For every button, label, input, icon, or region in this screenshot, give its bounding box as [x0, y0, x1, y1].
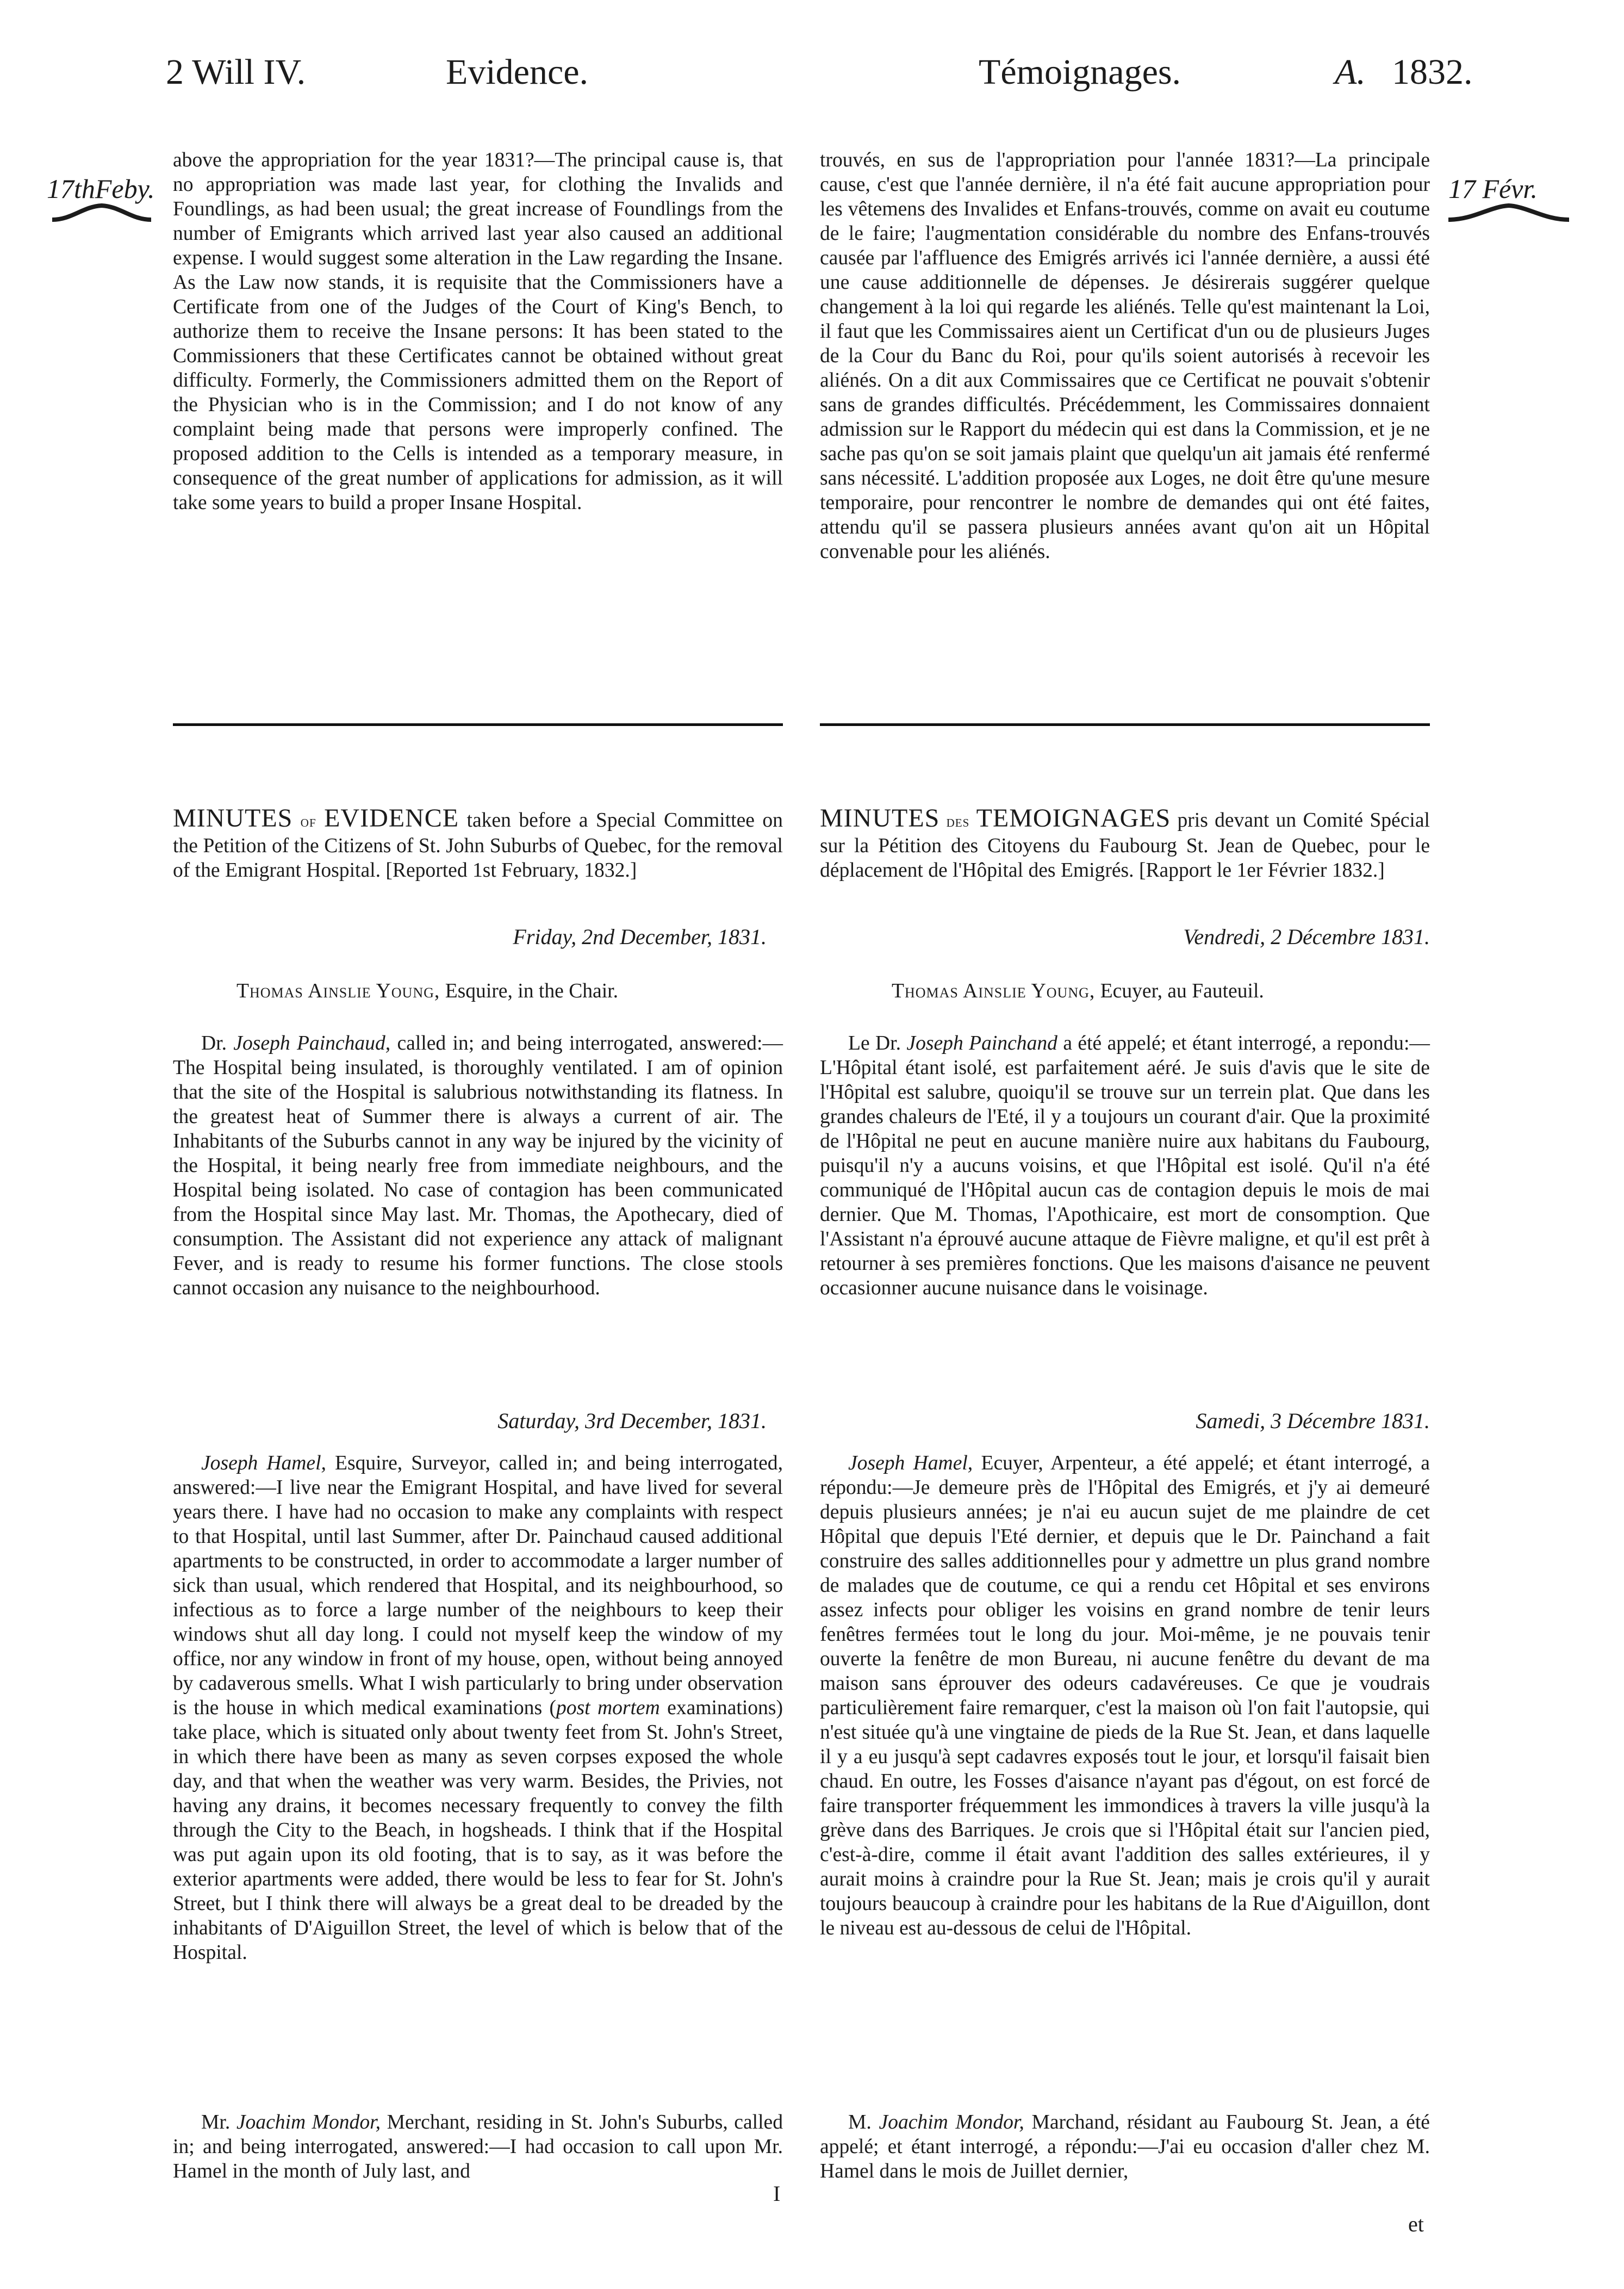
session-date-fr: Vendredi, 2 Décembre 1831. [1183, 925, 1430, 949]
painchaud-evidence-en [173, 1031, 783, 1300]
mondor-prefix-en: Mr. [201, 2111, 231, 2133]
mondor-prefix-fr: M. [848, 2111, 872, 2133]
minutes-title-fr [820, 806, 1430, 883]
hamel-paragraph-en [173, 1451, 783, 1965]
chair-rest-en: Esquire, in the Chair. [445, 980, 619, 1002]
painchaud-evidence-fr [820, 1031, 1430, 1300]
margin-brace-left [50, 201, 153, 228]
minutes-of-en: of [300, 812, 316, 830]
painchaud-paragraph-en [173, 1031, 783, 1300]
chair-rest-fr: Ecuyer, au Fauteuil. [1100, 980, 1264, 1002]
mondor-name-en: Joachim Mondor, [236, 2111, 381, 2133]
mondor-name-fr: Joachim Mondor, [879, 2111, 1024, 2133]
minutes-head-en: MINUTES [173, 804, 293, 833]
painchaud-paragraph-fr [820, 1031, 1430, 1300]
hamel-text2-en: examinations) take place, which is situated only about twenty feet from St. John's Street, in which there have been as many as seven corpses exposed the whole day, and that when the weather was very warm. Besides, the Privies, not having any drains, it becomes necessary frequently to convey the filth through the City to the Beach, in hogsheads. I think that if the Hospital was put again upon its old footing, that is to say, as it was before the exterior apartments were added, there would be less to fear for St. John's Street, but I think there will always be a great deal to be dreaded by the inhabitants of D'Aiguillon Street, the level of which is below that of the Hospital. [173, 1697, 783, 1964]
minutes-evidence-en: EVIDENCE [324, 804, 459, 833]
hamel-evidence-en [173, 1451, 783, 1965]
signature-mark: I [773, 2181, 781, 2206]
painchaud-text-en: called in; and being interrogated, answered:—The Hospital being insulated, is thoroughly ventilated. I am of opinion that the site of the Hospital is salubrious notwithstanding its flatness. In the greatest heat of Summer there is always a current of air. The Inhabitants of the Suburbs cannot in any way be injured by the vicinity of the Hospital, it being nearly free from immediate neighbours, and the Hospital being isolated. No case of contagion has been communicated from the Hospital since May last. Mr. Thomas, the Apothecary, died of consumption. The Assistant did not experience any attack of malignant Fever, and is ready to resume his former functions. The close stools cannot occasion any nuisance to the neighbourhood. [173, 1032, 783, 1299]
hamel-evidence-fr [820, 1451, 1430, 1940]
painchaud-prefix-fr: Le Dr. [848, 1032, 901, 1054]
continued-paragraph-en: above the appropriation for the year 1831?—The principal cause is, that no appropriation was made last year, for clothing the Invalids and Foundlings, as had been usual; the great increase of Foundlings from the number of Emigrants which arrived last year also caused an additional expense. I would suggest some alteration in the Law regarding the Insane. As the Law now stands, it is requisite that the Commissioners have a Certificate from one of the Judges of the Court of King's Bench, to authorize them to receive the Insane persons: It has been stated to the Commissioners that these Certificates cannot be obtained without great difficulty. Formerly, the Commissioners admitted them on the Report of the Physician who is in the Commission; and I do not know of any complaint being made that persons were improperly confined. The proposed addition to the Cells is intended as a temporary measure, in consequence of the great number of applications for admission, as it will take some years to build a proper Insane Hospital. [173, 149, 783, 514]
header-regnal: 2 Will IV. [166, 52, 306, 92]
header-evidence: Evidence. [446, 52, 589, 92]
chair-name-fr: Thomas Ainslie Young, [892, 980, 1096, 1002]
painchaud-name-en: Joseph Painchaud, [233, 1032, 391, 1054]
mondor-paragraph-en [173, 2110, 783, 2183]
catchword: et [1408, 2212, 1424, 2236]
hamel-text-en: Esquire, Surveyor, called in; and being interrogated, answered:—I live near the Emigrant Hospital, and have lived for several years there. I have had no occasion to make any complaints with respect to that Hospital, until last Summer, after Dr. Painchaud caused additional apartments to be constructed, in order to accommodate a larger number of sick than usual, which rendered that Hospital, and its neighbourhood, so infectious as to force a large number of the neighbours to keep their windows shut all day long. I could not myself keep the window of my office, nor any window in front of my house, open, without being annoyed by cadaverous smells. What I wish particularly to bring under observation is the house in which medical examinations ( [173, 1452, 783, 1719]
margin-date-left: 17thFeby. [47, 173, 155, 204]
header-letter: A. [1335, 52, 1366, 92]
painchaud-prefix-en: Dr. [201, 1032, 227, 1054]
chair-line-en [237, 979, 618, 1003]
minutes-evidence-fr: TEMOIGNAGES [976, 804, 1171, 833]
mondor-text-fr: Marchand, résidant au Faubourg St. Jean, a été appelé; et étant interrogé, a répondu:—J'ai eu occasion d'aller chez M. Hamel dans le mois de Juillet dernier, [820, 2111, 1430, 2182]
margin-brace-right [1446, 201, 1571, 228]
session-date-en: Friday, 2nd December, 1831. [513, 925, 767, 949]
mondor-evidence-fr [820, 2110, 1430, 2183]
margin-date-right: 17 Févr. [1448, 173, 1538, 204]
hamel-name-en: Joseph Hamel, [201, 1452, 326, 1474]
minutes-rest-en: taken before a Special Committee on the Petition of the Citizens of St. John Suburbs of Quebec, for the removal of the Emigrant Hospital. [Reported 1st February, 1832.] [173, 809, 783, 882]
minutes-head-fr: MINUTES [820, 804, 940, 833]
section-rule-left [173, 723, 783, 726]
hamel-italic-en: post mortem [556, 1697, 660, 1719]
continued-paragraph-fr: trouvés, en sus de l'appropriation pour l'année 1831?—La principale cause, c'est que l'année dernière, il n'a été fait aucune appropriation pour les vêtemens des Invalides et Enfans-trouvés, comme on avait eu coutume de le faire; l'augmentation considérable du nombre des Enfans-trouvés causée par l'affluence des Emigrés arrivés ici l'année dernière, a aussi été une cause additionnelle de dépenses. Je désirerais suggérer quelque changement à la loi qui regarde les aliénés. Telle qu'est maintenant la Loi, il faut que les Commissaires aient un Certificat d'un ou de plusieurs Juges de la Cour du Banc du Roi, pour qu'ils soient autorisés à recevoir les aliénés. On a dit aux Commissaires que ce Certificat ne pouvait s'obtenir sans de grandes difficultés. Précédemment, les Commissaires donnaient admission sur le Rapport du médecin qui est dans la Commission, et je ne sache pas qu'on se soit jamais plaint que quelqu'un ait jamais été renfermé sans nécessité. L'addition proposée aux Loges, ne doit être qu'une mesure temporaire, pour rencontrer le nombre de demandes qui ont été faites, attendu qu'il se passera plusieurs années avant qu'on ait un Hôpital convenable pour les aliénés. [820, 149, 1430, 563]
session2-date-fr: Samedi, 3 Décembre 1831. [1196, 1409, 1430, 1433]
section-rule-right [820, 723, 1430, 726]
header-year: 1832. [1392, 52, 1473, 92]
session2-date-en: Saturday, 3rd December, 1831. [497, 1409, 767, 1433]
painchaud-text-fr: a été appelé; et étant interrogé, a repondu:—L'Hôpital étant isolé, est parfaitement aéré. Je suis d'avis que le site de l'Hôpital est salubre, quoiqu'il se trouve sur un terrein plat. Que dans les grandes chaleurs de l'Eté, il y a toujours un courant d'air. Que la proximité de l'Hôpital ne peut en aucune manière nuire aux habitans du Faubourg, puisqu'il n'y a aucuns voisins, et que l'Hôpital est isolé. Qu'il n'a été communiqué de l'Hôpital aucun cas de contagion depuis le mois de mai dernier. Que M. Thomas, l'Apothicaire, est mort de consomption. Que l'Assistant n'a éprouvé aucune attaque de Fièvre maligne, et qu'il est prêt à retourner à ses premières fonctions. Que les maisons d'aisance ne peuvent occasionner aucune nuisance dans le voisinage. [820, 1032, 1430, 1299]
continued-text-en [173, 148, 783, 515]
chair-line-fr [892, 979, 1264, 1003]
mondor-paragraph-fr [820, 2110, 1430, 2183]
hamel-paragraph-fr [820, 1451, 1430, 1940]
mondor-evidence-en [173, 2110, 783, 2183]
minutes-rest-fr: pris devant un Comité Spécial sur la Pétition des Citoyens du Faubourg St. Jean de Quebec, pour le déplacement de l'Hôpital des Emigrés. [Rapport le 1er Février 1832.] [820, 809, 1430, 882]
mondor-text-en: Merchant, residing in St. John's Suburbs, called in; and being interrogated, answered:—I had occasion to call upon Mr. Hamel in the month of July last, and [173, 2111, 783, 2182]
chair-name-en: Thomas Ainslie Young, [237, 980, 440, 1002]
painchaud-name-fr: Joseph Painchand [906, 1032, 1057, 1054]
header-temoignages: Témoignages. [979, 52, 1181, 92]
minutes-of-fr: des [946, 812, 970, 830]
minutes-title-en [173, 806, 783, 883]
hamel-name-fr: Joseph Hamel, [848, 1452, 973, 1474]
hamel-text-fr: Ecuyer, Arpenteur, a été appelé; et étant interrogé, a répondu:—Je demeure près de l'Hôpital des Emigrés, et j'y ai demeuré depuis plusieurs années; je n'ai eu aucun sujet de me plaindre de cet Hôpital que depuis l'Eté dernier, et depuis que le Dr. Painchand a fait construire des salles additionnelles pour y admettre un plus grand nombre de malades que de coutume, ce qui a rendu cet Hôpital et ses environs assez infects pour obliger les voisins en grand nombre de tenir leurs fenêtres fermées tout le long du jour. Moi-même, je ne pouvais tenir ouverte la fenêtre de mon Bureau, ni aucune fenêtre du devant de ma maison sans éprouver des odeurs cadavéreuses. Ce que je voudrais particulièrement faire remarquer, c'est la maison où l'on fait l'autopsie, qui n'est située qu'à une vingtaine de pieds de la Rue St. Jean, et dans laquelle il y a eu jusqu'à sept cadavres exposés tout le jour, et lorsqu'il faisait bien chaud. En outre, les Fosses d'aisance n'ayant pas d'égout, on est forcé de faire transporter fréquemment les immondices à travers la ville jusqu'à la grève dans des Barriques. Je crois que si l'Hôpital était sur l'ancien pied, c'est-à-dire, comme il était avant l'addition des salles extérieures, il y aurait moins à craindre pour la Rue St. Jean; mais je crois qu'il y aurait toujours beaucoup à craindre pour les habitans de la Rue d'Aiguillon, dont le niveau est au-dessous de celui de l'Hôpital. [820, 1452, 1430, 1939]
continued-text-fr [820, 148, 1430, 564]
